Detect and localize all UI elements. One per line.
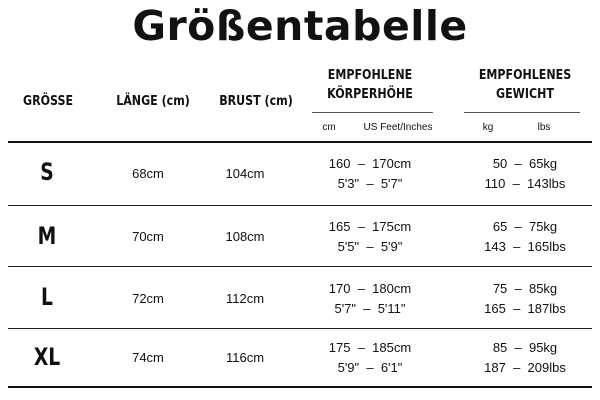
length-cell: 72cm <box>132 291 164 306</box>
size-label: M <box>37 222 57 250</box>
weight-header-underline <box>464 112 580 113</box>
row-divider <box>8 266 592 267</box>
height-cm-cell: 175 – 185cm <box>328 340 412 355</box>
header-weight-line2: GEWICHT <box>496 86 554 102</box>
row-divider <box>8 328 592 329</box>
weight-kg-cell: 75 – 85kg <box>492 281 558 296</box>
height-ft-cell: 5'5" – 5'9" <box>337 239 403 254</box>
height-ft-cell: 5'7" – 5'11" <box>334 301 406 316</box>
weight-kg-cell: 65 – 75kg <box>492 219 558 234</box>
weight-kg-cell: 50 – 65kg <box>492 156 558 171</box>
header-length: LÄNGE (cm) <box>116 93 190 109</box>
size-label: L <box>41 283 53 311</box>
chest-cell: 116cm <box>225 350 265 365</box>
subheader-weight-lbs: lbs <box>537 122 551 133</box>
size-label: S <box>40 158 54 186</box>
weight-lbs-cell: 143 – 165lbs <box>484 239 566 254</box>
height-ft-cell: 5'3" – 5'7" <box>337 176 403 191</box>
height-cm-cell: 165 – 175cm <box>328 219 412 234</box>
subheader-height-us: US Feet/Inches <box>363 122 433 133</box>
weight-lbs-cell: 187 – 209lbs <box>484 360 566 375</box>
page-title: Größentabelle <box>132 2 468 50</box>
weight-lbs-cell: 165 – 187lbs <box>484 301 566 316</box>
height-cm-cell: 170 – 180cm <box>328 281 412 296</box>
height-ft-cell: 5'9" – 6'1" <box>337 360 403 375</box>
table-bottom-rule <box>8 386 592 388</box>
length-cell: 70cm <box>132 229 164 244</box>
subheader-weight-kg: kg <box>482 122 494 133</box>
header-weight-line1: EMPFOHLENES <box>478 67 572 83</box>
weight-lbs-cell: 110 – 143lbs <box>484 176 566 191</box>
row-divider <box>8 205 592 206</box>
header-rule <box>8 141 592 143</box>
height-header-underline <box>312 112 433 113</box>
height-cm-cell: 160 – 170cm <box>328 156 412 171</box>
length-cell: 74cm <box>132 350 164 365</box>
chest-cell: 104cm <box>225 166 265 181</box>
size-label: XL <box>33 343 61 371</box>
chest-cell: 112cm <box>225 291 265 306</box>
subheader-height-cm: cm <box>322 122 336 133</box>
length-cell: 68cm <box>132 166 164 181</box>
header-height-line1: EMPFOHLENE <box>327 67 413 83</box>
weight-kg-cell: 85 – 95kg <box>492 340 558 355</box>
header-chest: BRUST (cm) <box>219 93 293 109</box>
chest-cell: 108cm <box>225 229 265 244</box>
header-height-line2: KÖRPERHÖHE <box>327 86 413 102</box>
header-size: GRÖSSE <box>22 93 74 109</box>
